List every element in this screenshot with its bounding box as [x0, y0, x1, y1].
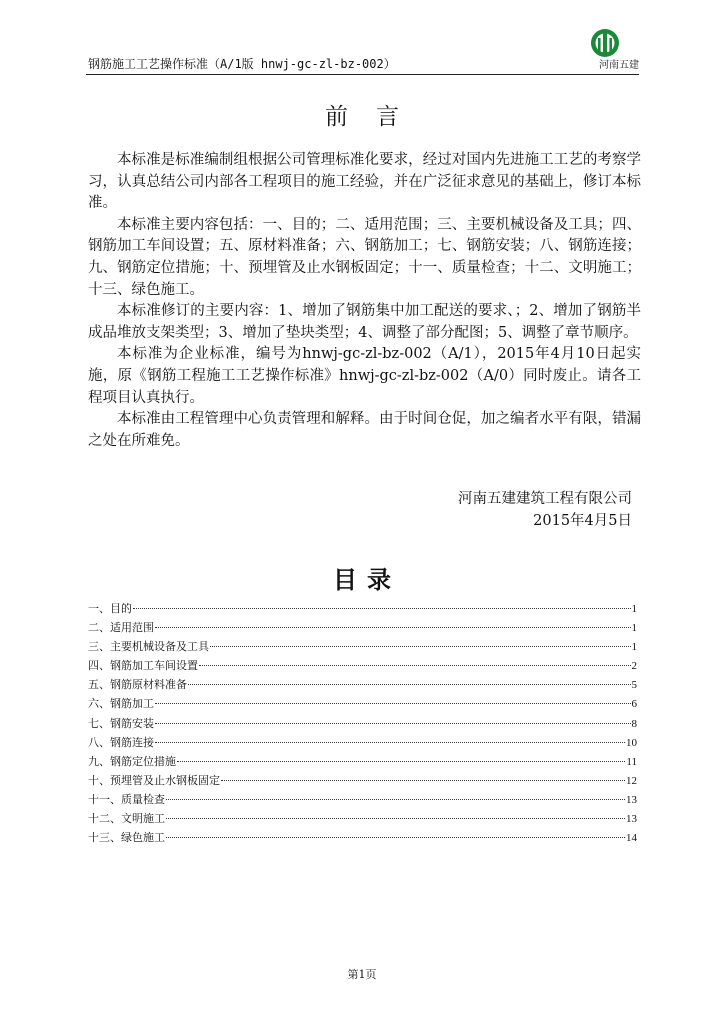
page-header	[86, 24, 639, 75]
toc-entry-label: 十一、质量检查	[88, 792, 165, 806]
preface-body	[88, 150, 641, 452]
toc-leader-dots	[166, 818, 625, 819]
toc-leader-dots	[199, 665, 631, 666]
preface-paragraph: 本标准修订的主要内容：1、增加了钢筋集中加工配送的要求、；2、增加了钢筋半成品堆放支架类型；3、增加了垫块类型；4、调整了部分配图；5、调整了章节顺序。	[88, 303, 641, 341]
toc-entry-page: 1	[631, 622, 637, 635]
toc-entry[interactable]	[88, 638, 637, 657]
preface-paragraph: 本标准是标准编制组根据公司管理标准化要求，经过对国内先进施工工艺的考察学习，认真总结公司内部各工程项目的施工经验，并在广泛征求意见的基础上，修订本标准。	[88, 152, 641, 212]
toc-entry-label: 九、钢筋定位措施	[88, 754, 176, 768]
toc-entry-label: 六、钢筋加工	[88, 697, 154, 711]
company-name: 河南五建建筑工程有限公司	[458, 491, 632, 507]
toc-entry-label: 四、钢筋加工车间设置	[88, 659, 198, 673]
logo-icon	[590, 28, 620, 58]
toc-entry[interactable]	[88, 619, 637, 638]
toc-leader-dots	[155, 742, 625, 743]
toc-leader-dots	[177, 761, 625, 762]
toc-leader-dots	[155, 723, 631, 724]
toc-entry[interactable]	[88, 810, 637, 829]
toc-entry-label: 十三、绿色施工	[88, 831, 165, 845]
preface-paragraph: 本标准主要内容包括：一、目的；二、适用范围；三、主要机械设备及工具；四、钢筋加工车间设置；五、原材料准备；六、钢筋加工；七、钢筋安装；八、钢筋连接；九、钢筋定位措施；十、预埋管及止水钢板固定；十一、质量检查；十二、文明施工；十三、绿色施工。	[88, 216, 641, 298]
toc-entry-page: 13	[626, 793, 637, 806]
toc-entry[interactable]	[88, 772, 637, 791]
logo-text: 河南五建	[599, 60, 639, 71]
signature-block	[458, 489, 632, 532]
preface-paragraph: 本标准由工程管理中心负责管理和解释。由于时间仓促，加之编者水平有限，错漏之处在所难免。	[88, 411, 641, 449]
toc-entry[interactable]	[88, 657, 637, 676]
toc-leader-dots	[210, 646, 631, 647]
toc-leader-dots	[166, 837, 625, 838]
toc-leader-dots	[155, 703, 631, 704]
toc-leader-dots	[133, 608, 631, 609]
toc-entry-label: 十、预埋管及止水钢板固定	[88, 773, 220, 787]
toc-entry[interactable]	[88, 753, 637, 772]
toc-entry-page: 5	[631, 679, 637, 692]
toc-entry-label: 三、主要机械设备及工具	[88, 640, 209, 654]
toc-entry[interactable]	[88, 676, 637, 695]
toc-entry-page: 12	[626, 774, 637, 787]
page-footer: 第1页	[347, 968, 377, 981]
toc-leader-dots	[188, 684, 631, 685]
toc-entry-label: 五、钢筋原材料准备	[88, 678, 187, 692]
toc-leader-dots	[155, 627, 631, 628]
toc-entry[interactable]	[88, 600, 637, 619]
toc-entry[interactable]	[88, 695, 637, 714]
toc-entry[interactable]	[88, 734, 637, 753]
preface-paragraph: 本标准为企业标准，编号为hnwj-gc-zl-bz-002（A/1），2015年4月10日起实施，原《钢筋工程施工工艺操作标准》hnwj-gc-zl-bz-002（A/0）同时废止。请各工程项目认真执行。	[88, 346, 641, 406]
table-of-contents	[88, 600, 637, 848]
toc-leader-dots	[166, 799, 625, 800]
preface-date: 2015年4月5日	[533, 512, 632, 529]
toc-entry-page: 14	[626, 832, 637, 845]
toc-entry-page: 6	[631, 698, 637, 711]
toc-entry-label: 一、目的	[88, 602, 132, 615]
toc-leader-dots	[221, 780, 625, 781]
toc-entry-label: 七、钢筋安装	[88, 716, 154, 730]
toc-entry-page: 10	[626, 736, 637, 749]
toc-entry-label: 二、适用范围	[88, 621, 154, 635]
toc-title: 目录	[333, 566, 401, 594]
toc-entry-page: 13	[626, 813, 637, 826]
toc-entry-page: 1	[631, 641, 637, 654]
preface-title: 前言	[325, 104, 427, 130]
toc-entry-label: 十二、文明施工	[88, 812, 165, 826]
toc-entry-page: 11	[626, 755, 637, 768]
header-title: 钢筋施工工艺操作标准（A/1版 hnwj-gc-zl-bz-002）	[88, 57, 396, 71]
toc-entry-page: 2	[631, 660, 637, 673]
toc-entry[interactable]	[88, 791, 637, 810]
toc-entry-page: 8	[631, 717, 637, 730]
toc-entry-page: 1	[631, 603, 637, 615]
toc-entry[interactable]	[88, 715, 637, 734]
toc-entry-label: 八、钢筋连接	[88, 735, 154, 749]
toc-entry[interactable]	[88, 829, 637, 848]
